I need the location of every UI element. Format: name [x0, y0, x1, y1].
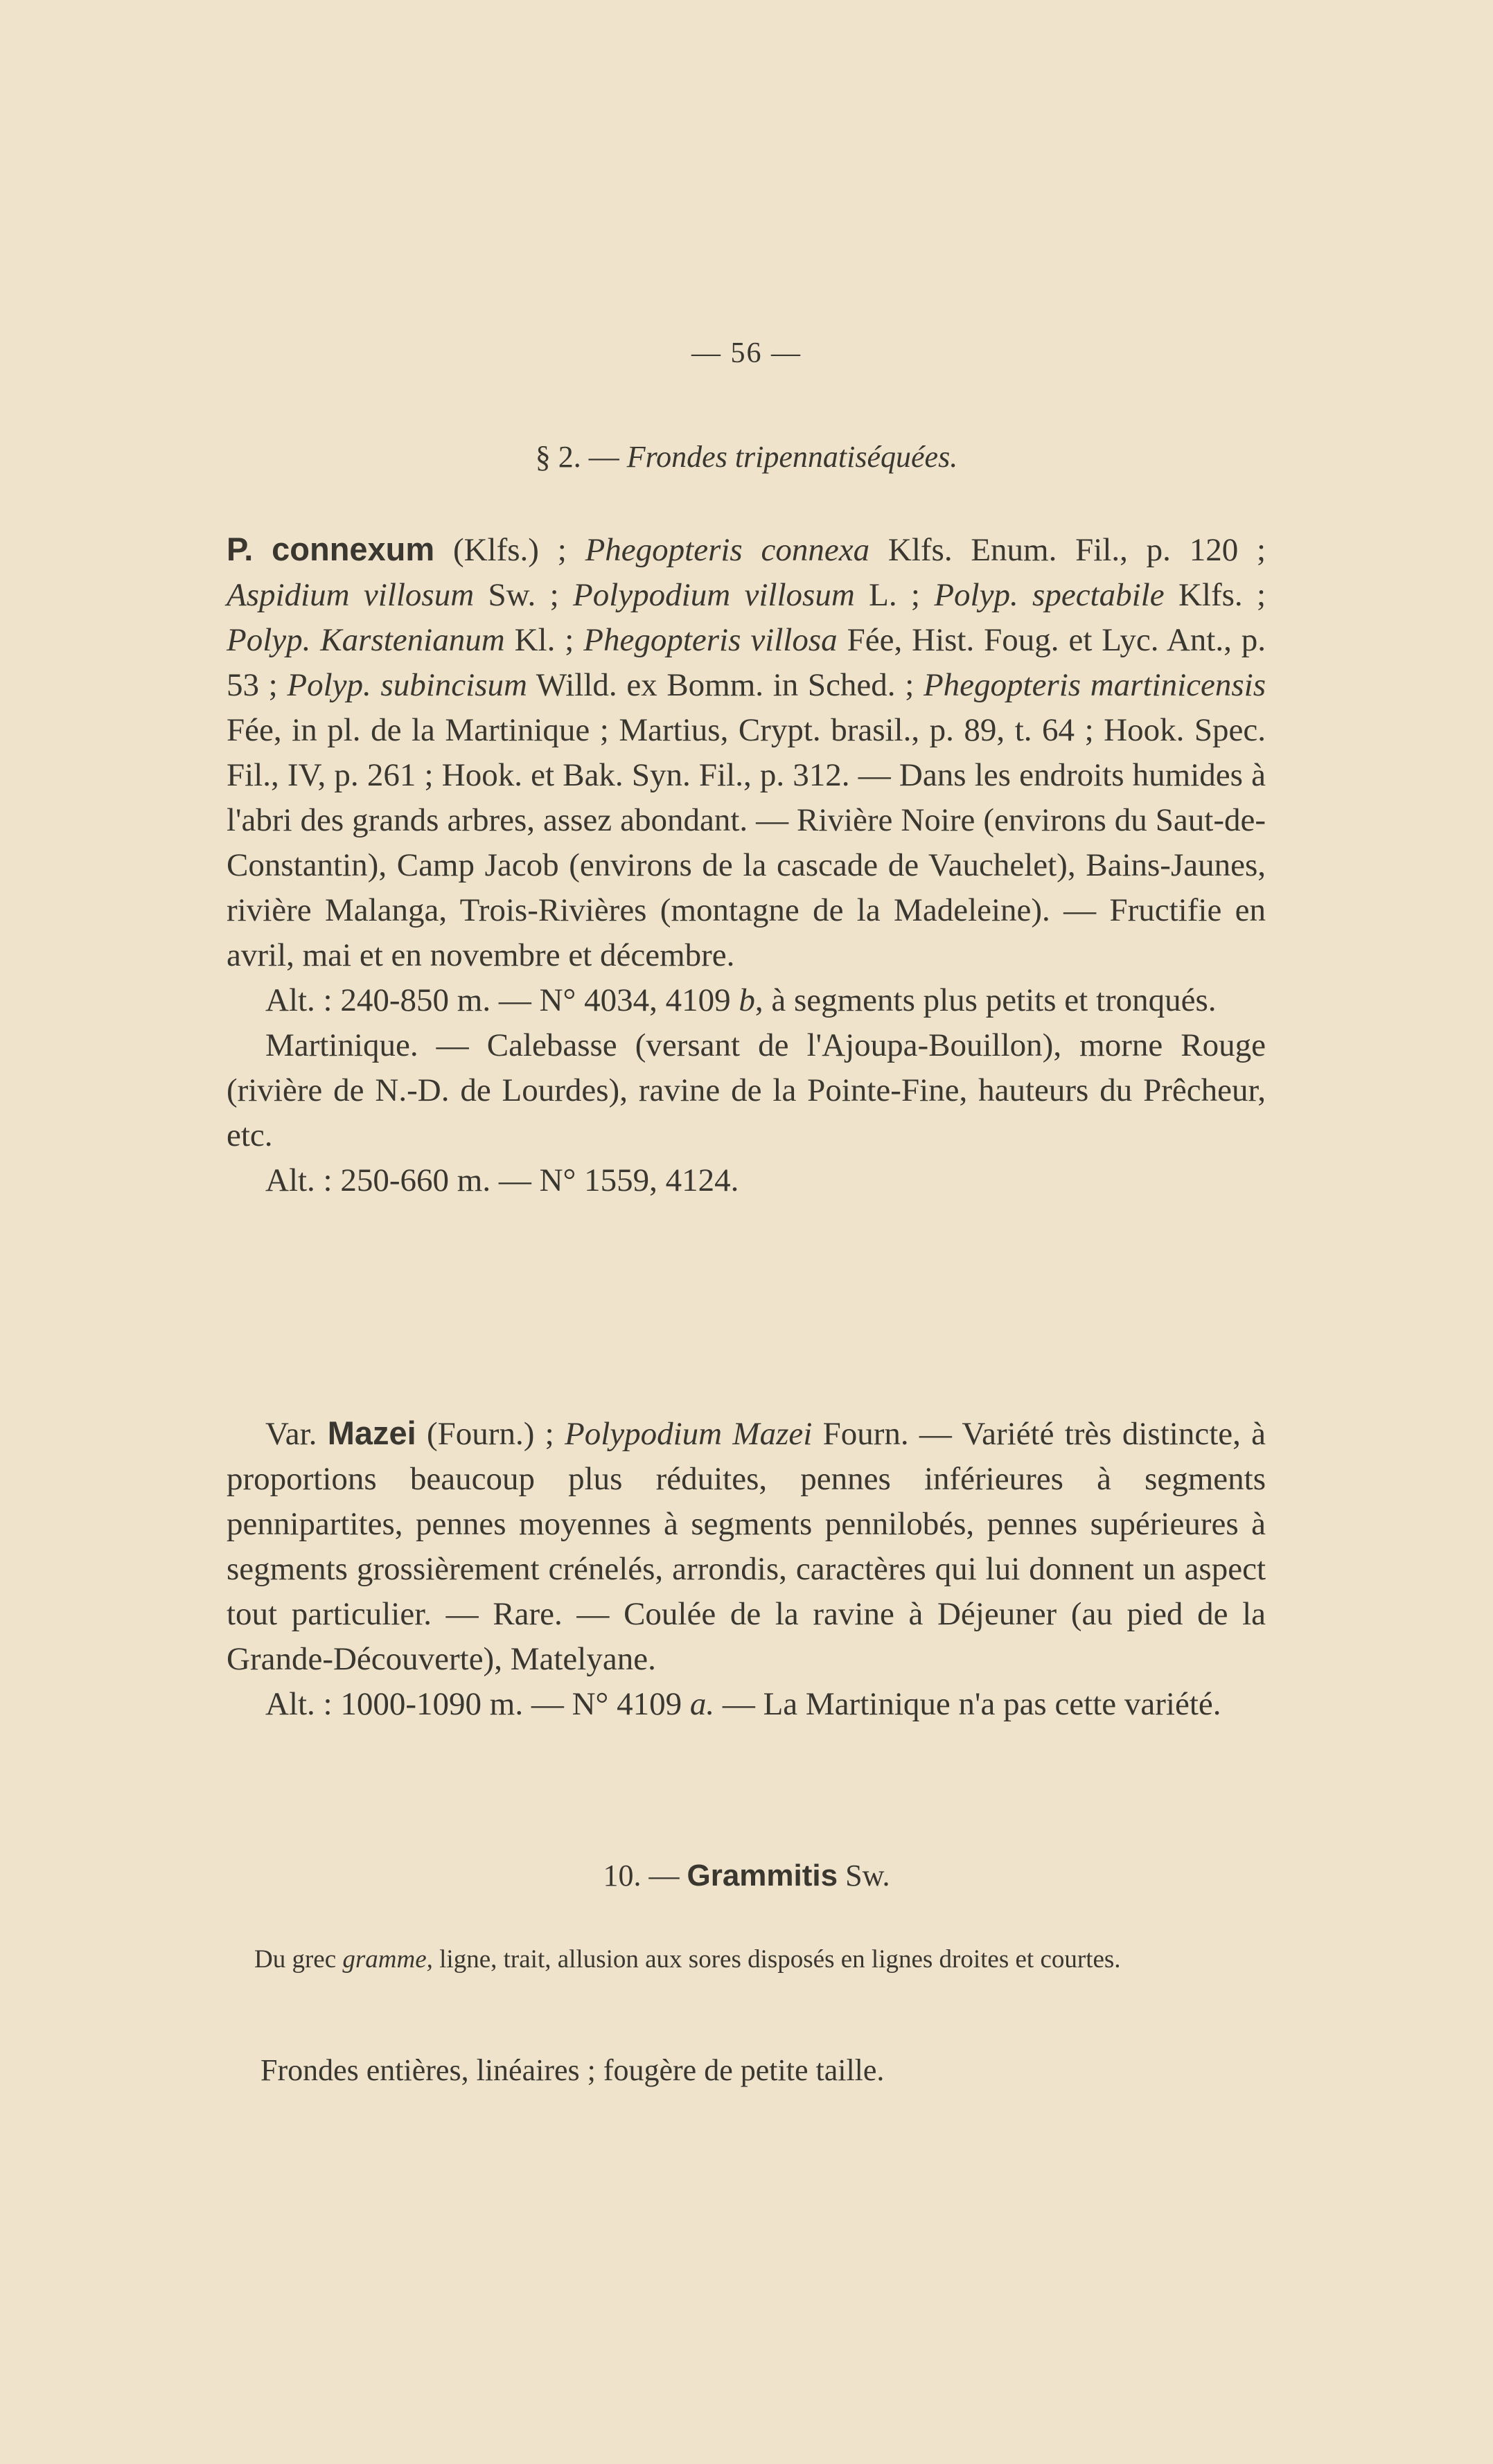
species-text: (Klfs.) ; — [452, 532, 567, 568]
species-altitude-paragraph — [227, 978, 1266, 1023]
species-text: Klfs. Enum. Fil., p. 120 ; — [887, 532, 1266, 568]
variety-name: Mazei — [327, 1415, 416, 1451]
genus-heading — [0, 1858, 1493, 1893]
martinique-paragraph: Martinique. — Calebasse (versant de l'Ajoupa-Bouillon), morne Rouge (rivière de N.-D. de Lourdes), ravine de la Pointe-Fine, hauteurs du Prêcheur, etc. — [227, 1027, 1266, 1153]
species-synonymy-paragraph — [227, 526, 1266, 978]
genus-number: 10. — — [603, 1859, 680, 1893]
genus-name: Grammitis — [687, 1859, 838, 1893]
altitude-text: Alt. : 240-850 m. — N° 4034, 4109 — [265, 982, 731, 1018]
species-entry — [227, 526, 1266, 1203]
species-text: Klfs. ; — [1178, 577, 1266, 613]
species-synonym: Polyp. subincisum — [287, 667, 527, 703]
variety-text: (Fourn.) ; — [427, 1416, 554, 1452]
variety-entry — [227, 1410, 1266, 1727]
species-synonym: Phegopteris martinicensis — [923, 667, 1266, 703]
altitude-text: Alt. : 1000-1090 m. — N° 4109 — [265, 1686, 682, 1722]
section-number: § 2. — — [535, 440, 619, 474]
species-text: Kl. ; — [514, 622, 574, 658]
genus-author: Sw. — [845, 1859, 890, 1893]
variety-altitude-paragraph — [227, 1682, 1266, 1727]
altitude-text: , à segments plus petits et tronqués. — [754, 982, 1217, 1018]
species-synonym: Phegopteris connexa — [585, 532, 870, 568]
etymology-word: gramme, — [342, 1945, 433, 1974]
variety-prefix: Var. — [265, 1416, 317, 1452]
species-text: Fée, in pl. de la Martinique ; Martius, Crypt. brasil., p. 89, t. 64 ; Hook. Spec. Fil., IV, p. 261 ; Hook. et Bak. Syn. Fil., p. 312. — Dans les endroits humides à l'abri des grands arbres, assez abondant. — Rivière Noire (environs du Saut-de-Constantin), Camp Jacob (environs de la cascade de Vauchelet), Bains-Jaunes, rivière Malanga, Trois-Rivières (montagne de la Madeleine). — Fructifie en avril, mai et en novembre et décembre. — [227, 712, 1266, 973]
species-text: Willd. ex Bomm. in Sched. ; — [536, 667, 915, 703]
etymology-text: Du grec — [254, 1945, 337, 1974]
variety-paragraph — [227, 1410, 1266, 1682]
species-synonym: Polypodium villosum — [573, 577, 855, 613]
martinique-altitude: Alt. : 250-660 m. — N° 1559, 4124. — [265, 1162, 739, 1198]
species-text: L. ; — [869, 577, 920, 613]
species-synonym: Phegopteris villosa — [583, 622, 838, 658]
variety-synonym: Polypodium Mazei — [565, 1416, 813, 1452]
altitude-text: — La Martinique n'a pas cette variété. — [722, 1686, 1221, 1722]
specimen-letter: a. — [689, 1686, 715, 1722]
page-number: — 56 — — [691, 337, 802, 369]
species-text: Fée, Hist. Foug. et Lyc. Ant., p. 53 ; — [227, 622, 1266, 703]
section-title: Frondes tripennatiséquées. — [626, 440, 958, 474]
etymology-text: ligne, trait, allusion aux sores disposés en lignes droites et courtes. — [439, 1945, 1121, 1974]
variety-text: Fourn. — Variété très distincte, à proportions beaucoup plus réduites, pennes inférieures à segments pennipartites, pennes moyennes à segments pennilobés, pennes supérieures à segments grossièrement crénelés, arrondis, caractères qui lui donnent un aspect tout particulier. — Rare. — Coulée de la ravine à Déjeuner (au pied de la Grande-Découverte), Matelyane. — [227, 1416, 1266, 1677]
genus-description: Frondes entières, linéaires ; fougère de petite taille. — [260, 2053, 885, 2087]
species-text: Sw. ; — [488, 577, 559, 613]
species-name: connexum — [272, 531, 435, 567]
species-genus-abbr: P. — [227, 531, 254, 567]
specimen-letter: b — [739, 982, 755, 1018]
species-synonym: Aspidium villosum — [227, 577, 475, 613]
etymology-note — [227, 1942, 1266, 1978]
species-synonym: Polyp. Karstenianum — [227, 622, 505, 658]
species-synonym: Polyp. spectabile — [934, 577, 1165, 613]
section-heading — [0, 439, 1493, 475]
